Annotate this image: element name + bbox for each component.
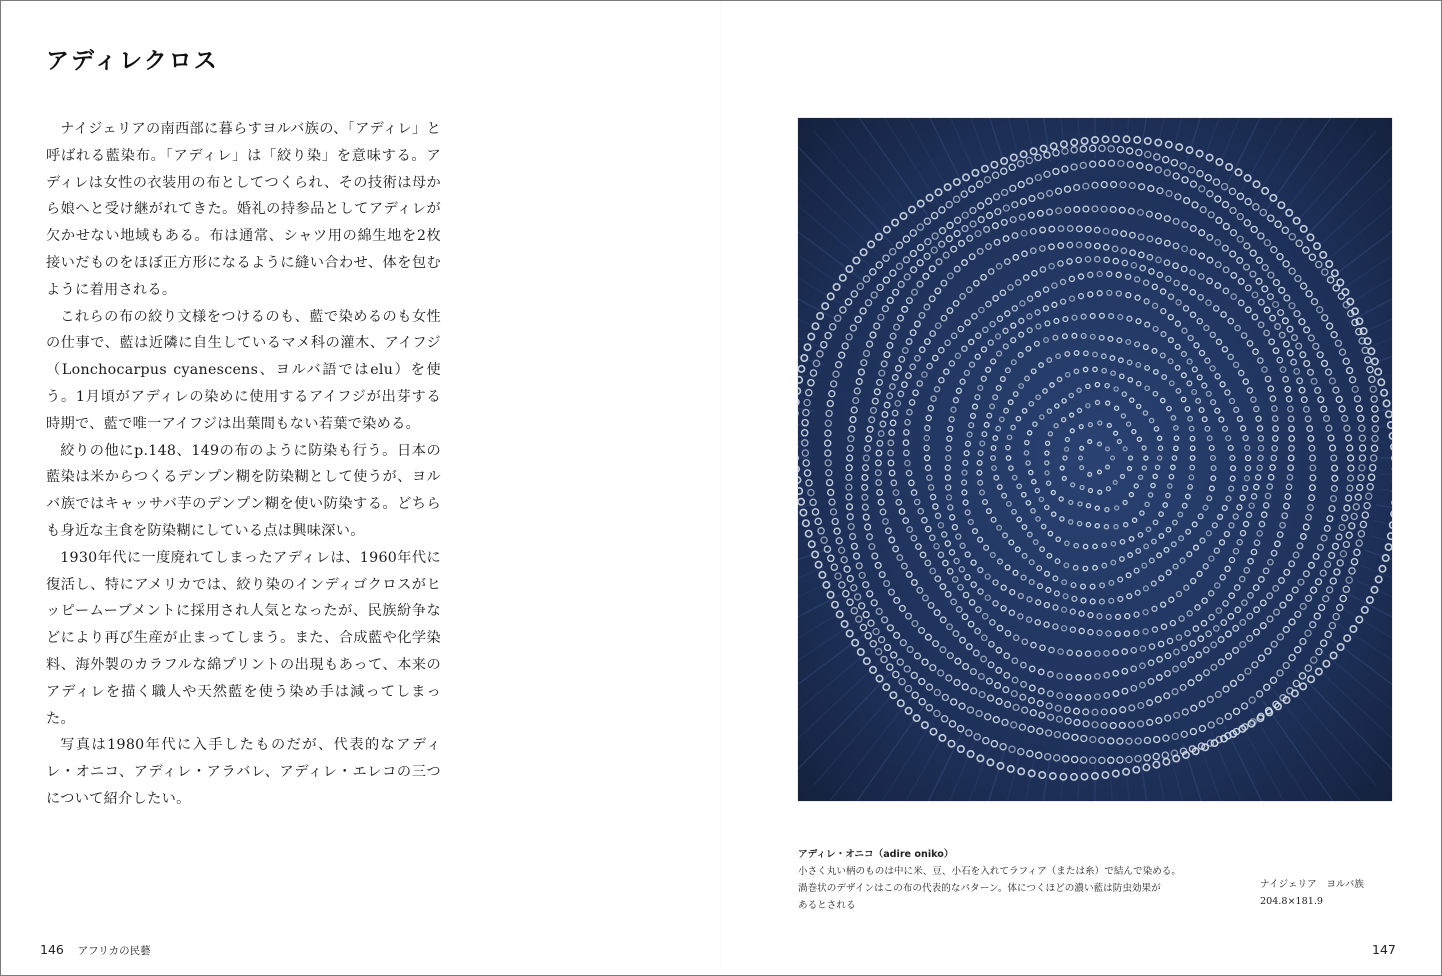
cloth-dimensions: 204.8×181.9 — [1260, 896, 1323, 907]
caption-line-3: あるとされる — [798, 900, 856, 911]
caption-line-1: 小さく丸い柄のものは中に米、豆、小石を入れてラフィア（または糸）で結んで染める。 — [798, 866, 1181, 877]
origin-region: ナイジェリア ヨルバ族 — [1260, 879, 1364, 890]
origin-info — [1260, 876, 1364, 910]
section-name: アフリカの民藝 — [77, 945, 151, 957]
paragraph-3: 絞りの他にp.148、149の布のように防染も行う。日本の藍染は米からつくるデンプン糊を防染糊として使うが、ヨルバ族ではキャッサバ芋のデンプン糊を使い防染する。どちらも身近な主食を防染糊にしている点は興味深い。 — [46, 442, 441, 539]
left-page-number: 146 — [40, 942, 64, 957]
caption-title: アディレ・オニコ（adire oniko） — [798, 849, 954, 860]
photo-caption — [798, 846, 1218, 914]
caption-line-2: 渦巻状のデザインはこの布の代表的なパターン。体につくほどの濃い藍は防虫効果が — [798, 883, 1161, 894]
page-title: アディレクロス — [46, 48, 219, 74]
paragraph-2: これらの布の絞り文様をつけるのも、藍で染めるのも女性の仕事で、藍は近隣に自生しているマメ科の灌木、アイフジ（Lonchocarpus cyanescens、ヨルバ語ではelu）を使う。1月頃がアディレの染めに使用するアイフジが出芽する時期で、藍で唯一アイフジは出葉間もない若葉で染める。 — [46, 308, 441, 432]
adire-cloth-photo — [798, 118, 1392, 801]
tie-dye-pattern-illustration — [798, 118, 1392, 801]
paragraph-1: ナイジェリアの南西部に暮らすヨルバ族の、「アディレ」と呼ばれる藍染布。「アディレ」は「絞り染」を意味する。アディレは女性の衣装用の布としてつくられ、その技術は母から娘へと受け継がれてきた。婚礼の持参品としてアディレが欠かせない地域もある。布は通常、シャツ用の綿生地を2枚接いだものをほぼ正方形になるように縫い合わせ、体を包むように着用される。 — [46, 121, 441, 298]
body-text — [46, 116, 441, 813]
paragraph-4: 1930年代に一度廃れてしまったアディレは、1960年代に復活し、特にアメリカでは、絞り染のインディゴクロスがヒッピームーブメントに採用され人気となったが、民族紛争などにより再び生産が止まってしまう。また、合成藍や化学染料、海外製のカラフルな綿プリントの出現もあって、本来のアディレを描く職人や天然藍を使う染め手は減ってしまった。 — [46, 549, 441, 727]
page-gutter — [720, 0, 721, 974]
right-page-number: 147 — [1372, 942, 1396, 957]
paragraph-5: 写真は1980年代に入手したものだが、代表的なアディレ・オニコ、アディレ・アラバレ、アディレ・エレコの三つについて紹介したい。 — [46, 737, 441, 807]
left-folio — [40, 942, 151, 958]
